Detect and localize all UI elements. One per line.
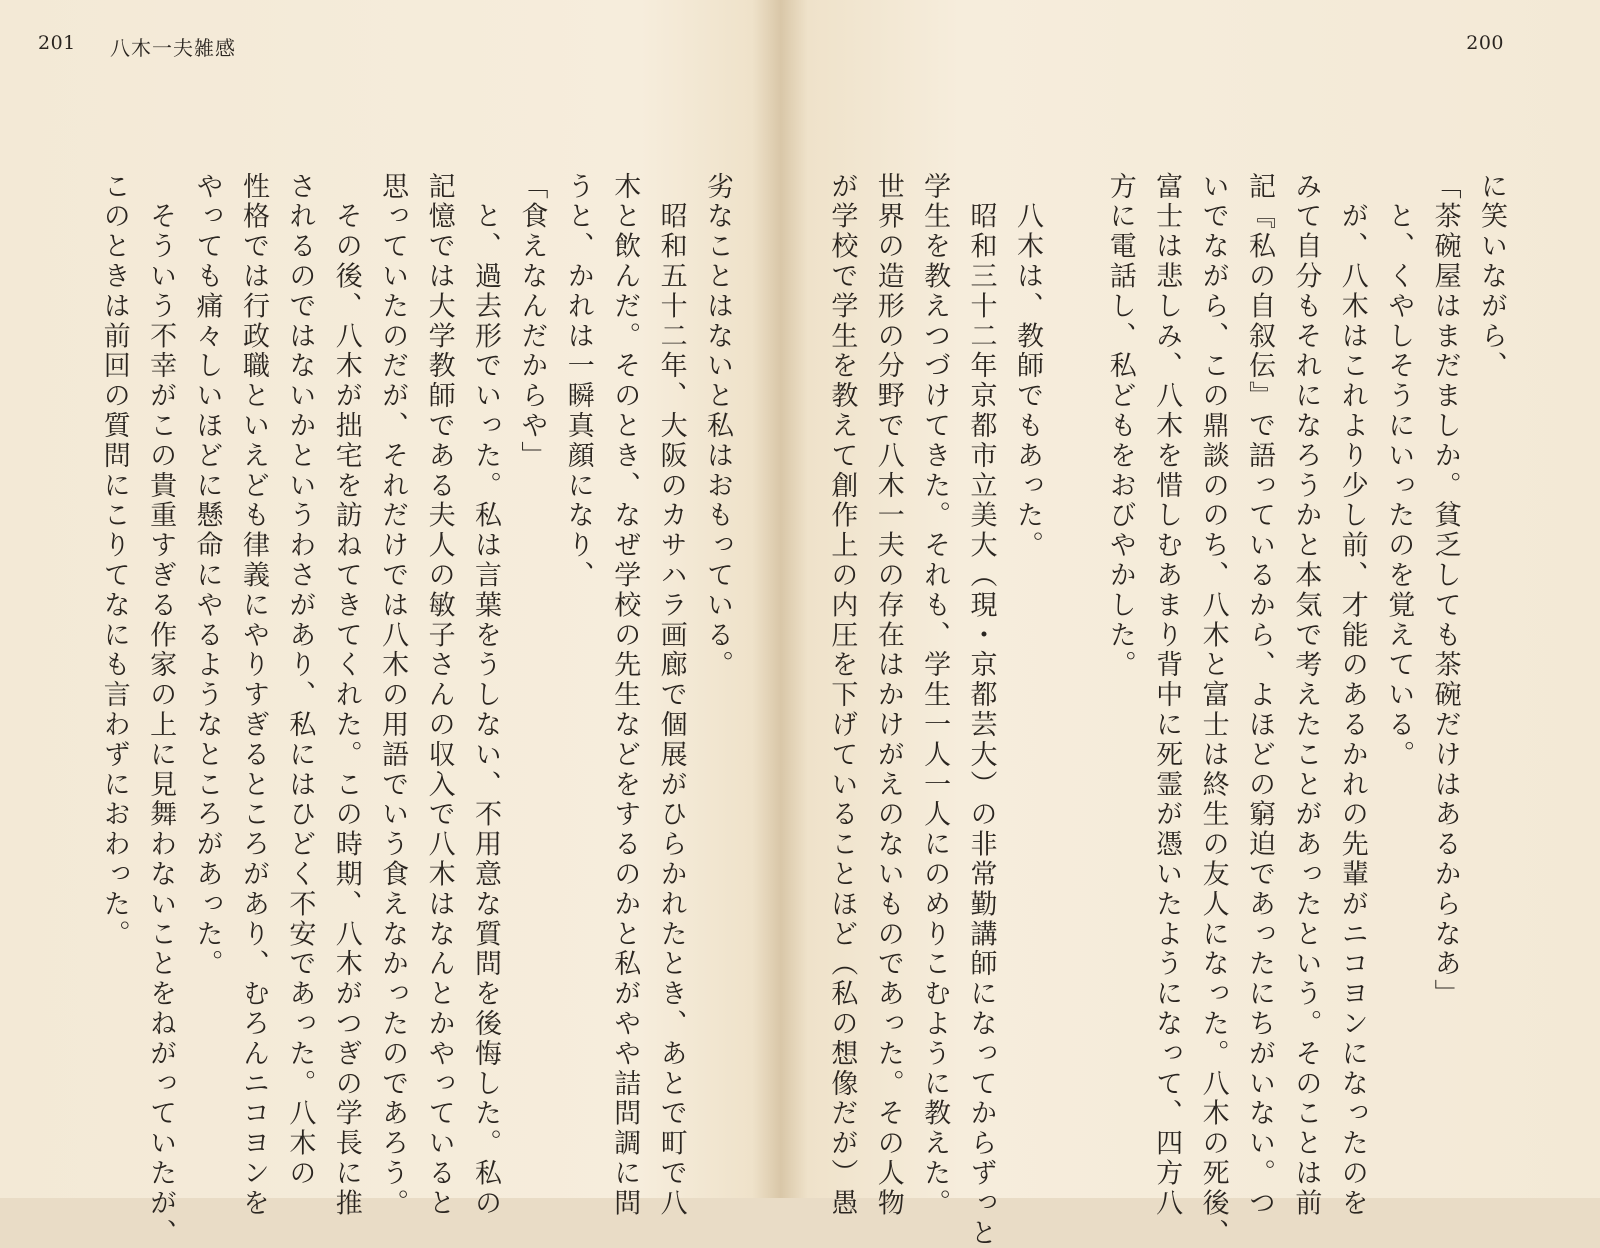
section-gap [1050,172,1096,1172]
page-number-right: 200 [1466,32,1504,54]
text-line: 世界の造形の分野で八木一夫の存在はかけがえのないものであった。その人物 [872,172,904,1219]
text-line: 「食えなんだからや」 [516,172,548,471]
right-page [784,0,1600,1248]
text-line: その後、八木が拙宅を訪ねてきてくれた。この時期、八木がつぎの学長に推 [330,172,362,1219]
text-line: みて自分もそれになろうかと本気で考えたことがあったという。そのことは前 [1290,172,1322,1219]
text-line: 記憶では大学教師である夫人の敏子さんの収入で八木はなんとかやっていると [423,172,455,1219]
text-line: と、くやしそうにいったのを覚えている。 [1383,172,1415,770]
text-line: 八木は、教師でもあった。 [1011,172,1043,561]
text-line: 木と飲んだ。そのとき、なぜ学校の先生などをするのかと私がやや詰問調に問 [609,172,641,1219]
page-number-left: 201 [38,32,76,54]
text-line: 昭和五十二年、大阪のカサハラ画廊で個展がひらかれたとき、あとで町で八 [655,172,687,1219]
text-line: 劣なことはないと私はおもっている。 [702,172,733,681]
left-page [0,0,784,1248]
text-line: に笑いながら、 [1476,172,1507,382]
running-title: 八木一夫雑感 [110,36,236,60]
text-line: が、八木はこれより少し前、才能のあるかれの先輩がニコヨンになったのを [1336,172,1368,1219]
text-line: 「茶碗屋はまだましか。貧乏しても茶碗だけはあるからなあ」 [1429,172,1461,1010]
text-line: そういう不幸がこの貴重すぎる作家の上に見舞わないことをねがっていたが、 [145,172,177,1248]
text-line: されるのではないかというわさがあり、私にはひどく不安であった。八木の [284,172,316,1189]
text-line: このときは前回の質問にこりてなにも言わずにおわった。 [98,172,130,950]
text-line: やっても痛々しいほどに懸命にやるようなところがあった。 [191,172,223,980]
text-line: と、過去形でいった。私は言葉をうしない、不用意な質問を後悔した。私の [469,172,501,1219]
text-line: いでながら、この鼎談ののち、八木と富士は終生の友人になった。八木の死後、 [1197,172,1229,1248]
left-page-body [90,172,740,1248]
text-line: 方に電話し、私どもをおびやかした。 [1104,172,1136,681]
text-line: が学校で学生を教えて創作上の内圧を下げていることほど（私の想像だが）愚 [826,172,858,1219]
text-line: 性格では行政職といえども律義にやりすぎるところがあり、むろんニコヨンを [237,172,269,1219]
text-line: うと、かれは一瞬真顔になり、 [562,172,594,591]
text-line: 記『私の自叙伝』で語っているから、よほどの窮迫であったにちがいない。つ [1243,172,1275,1219]
text-line: 富士は悲しみ、八木を惜しむあまり背中に死霊が憑いたようになって、四方八 [1151,172,1183,1219]
text-line: 学生を教えつづけてきた。それも、学生一人一人にのめりこむように教えた。 [919,172,951,1219]
right-page-body [826,172,1514,1248]
text-line: 昭和三十二年京都市立美大（現・京都芸大）の非常勤講師になってからずっと [965,172,997,1248]
text-line: 思っていたのだが、それだけでは八木の用語でいう食えなかったのであろう。 [377,172,409,1219]
